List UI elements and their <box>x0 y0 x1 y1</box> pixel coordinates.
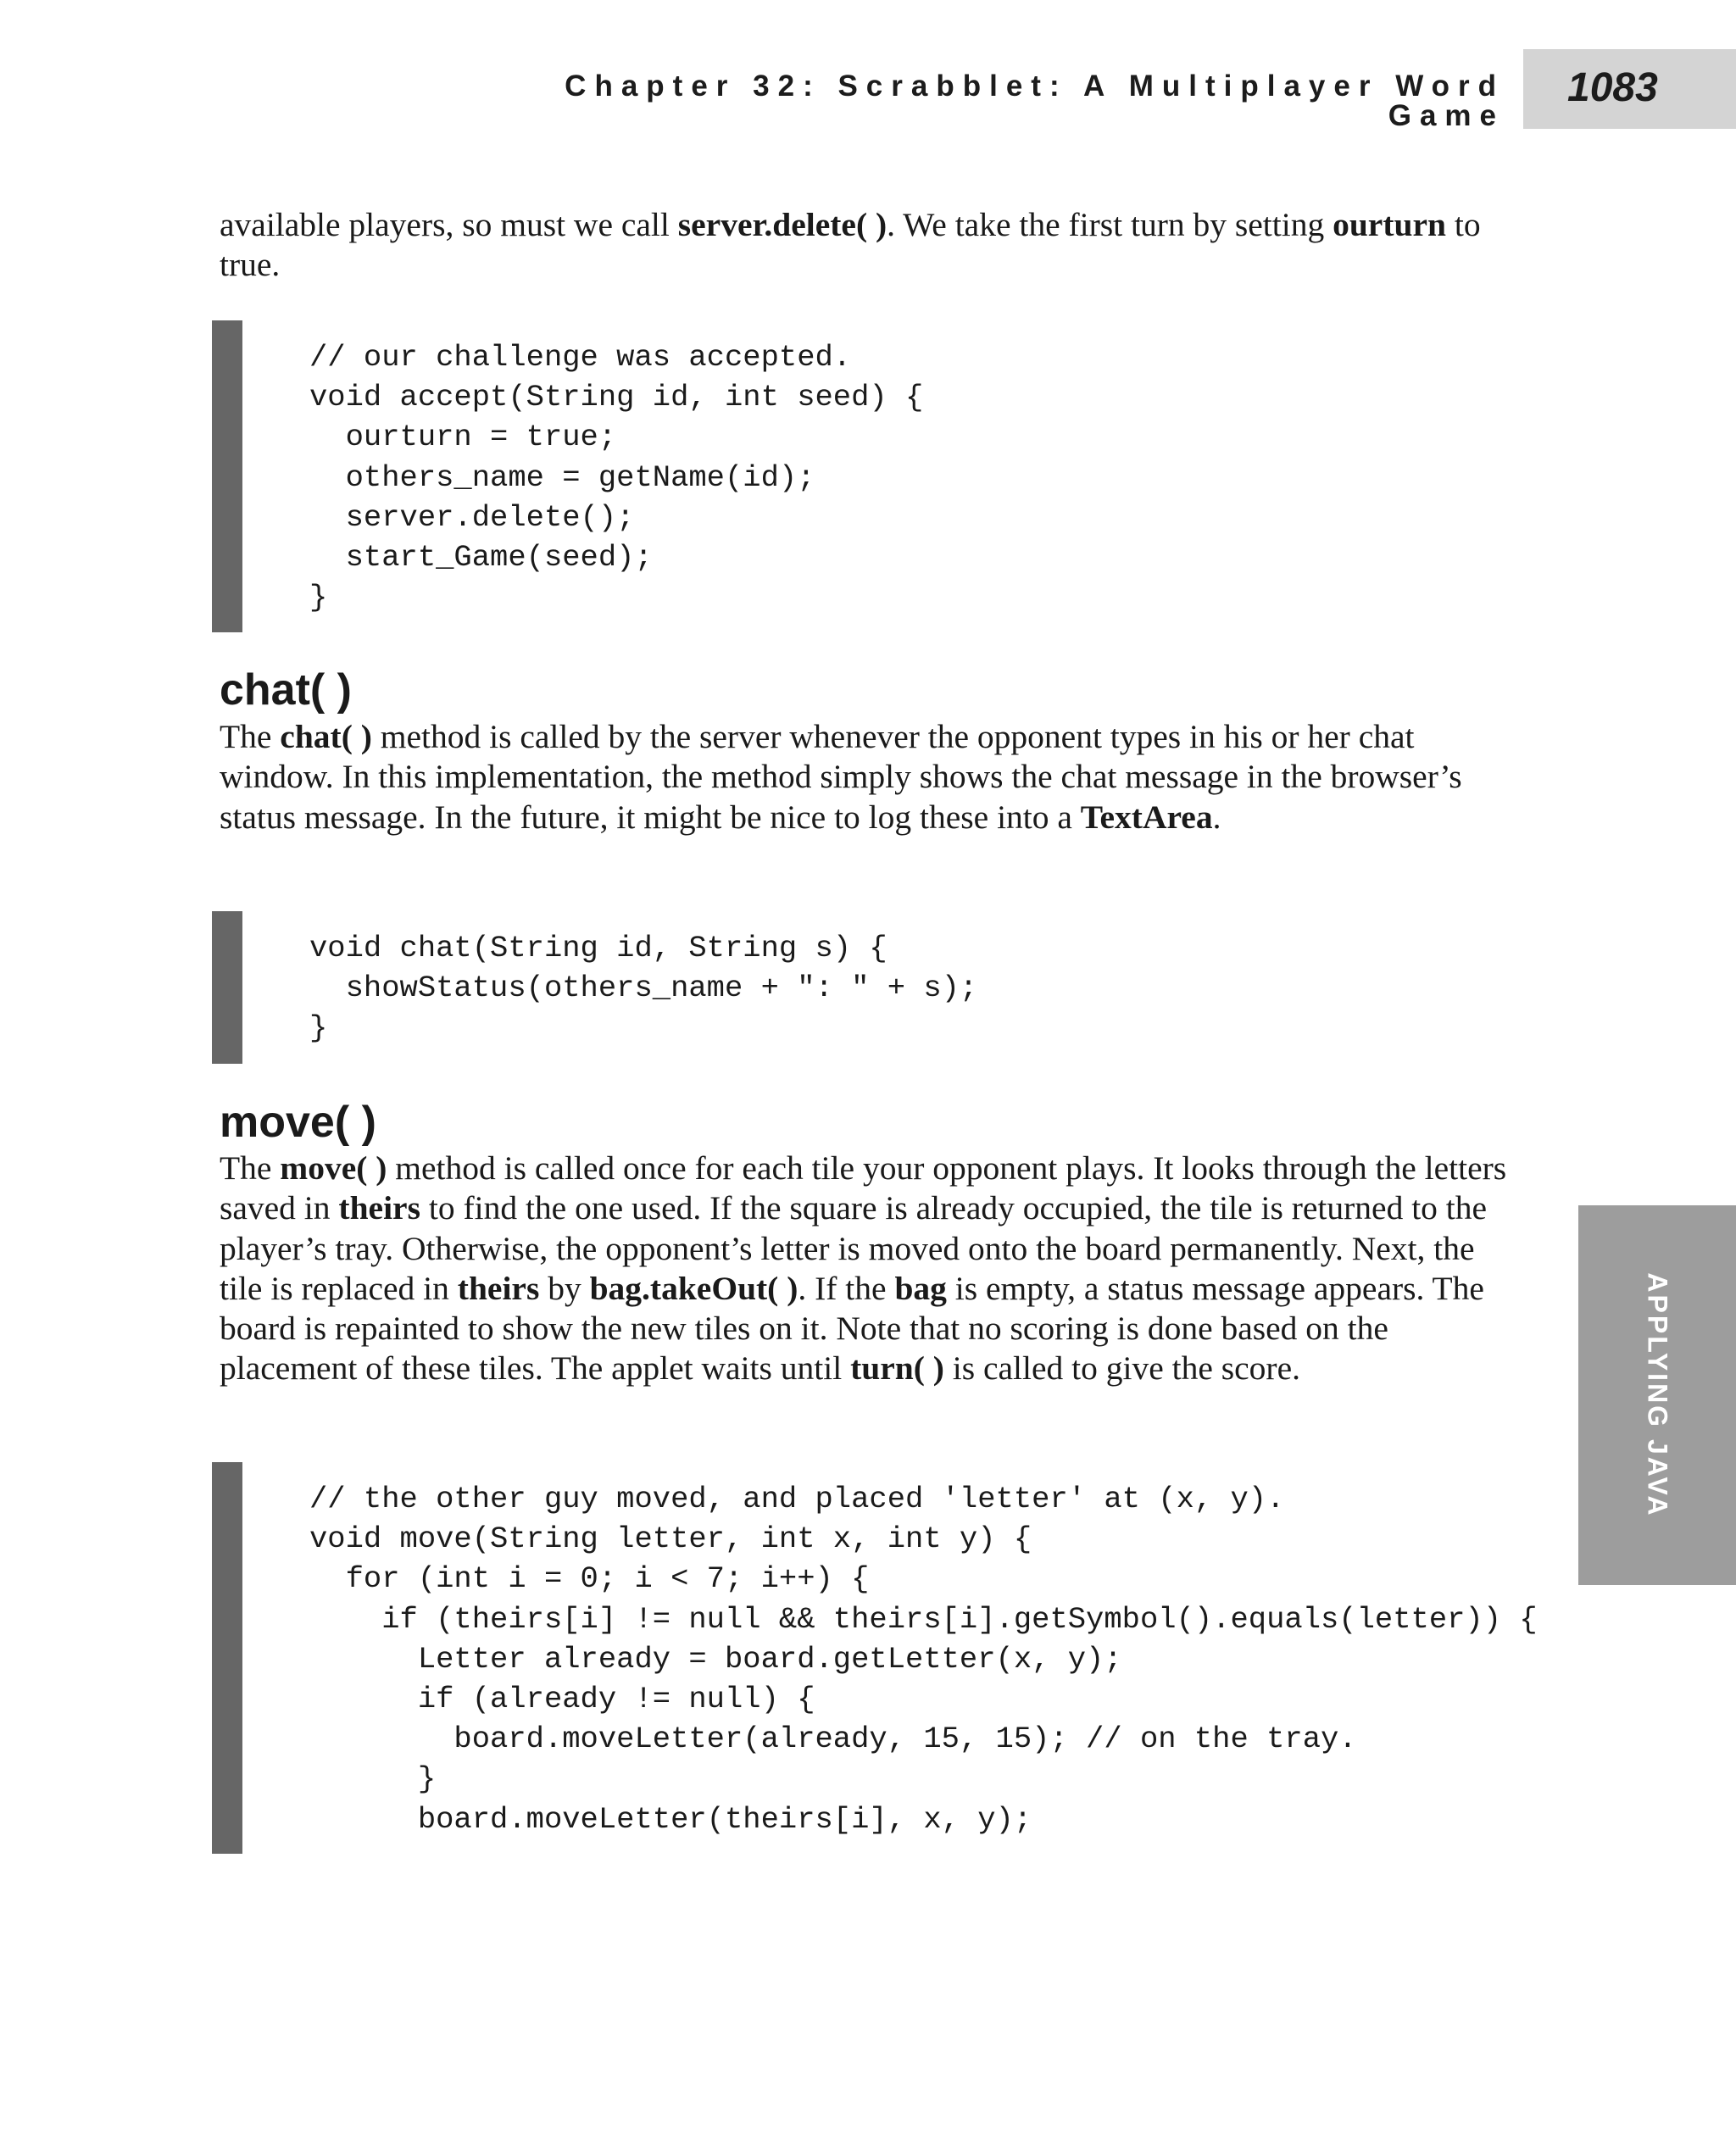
code-term: chat( ) <box>280 718 372 755</box>
code-block-bar <box>212 911 242 1064</box>
text-run: by <box>539 1269 590 1307</box>
text-run: method is called by the server whenever the opponent types in his or her chat window. In this implementation, the method simply shows the chat message in the browser’s status message. In the future, it might be nice to log these into a <box>220 718 1462 836</box>
code-line: } <box>309 1010 328 1046</box>
code-line: void accept(String id, int seed) { <box>309 380 924 415</box>
section-heading-chat: chat( ) <box>220 665 352 715</box>
page-number: 1083 <box>1567 65 1658 110</box>
running-header: Chapter 32: Scrabblet: A Multiplayer Word Game <box>565 70 1505 132</box>
code-line: for (int i = 0; i < 7; i++) { <box>309 1561 870 1597</box>
text-run: to find the one used. If the square is already occupied, the tile is returned to the player’s tray. Otherwise, the opponent’s letter is moved onto the board permanently. Next, the tile is replaced in <box>220 1189 1488 1307</box>
code-term: bag.takeOut( ) <box>589 1269 798 1307</box>
text-run: . We take the first turn by setting <box>887 206 1333 243</box>
text-run: . <box>1212 798 1221 836</box>
code-lines <box>309 1479 1538 1839</box>
text-run: method is called once for each tile your opponent plays. It looks through the letters saved in <box>220 1149 1507 1227</box>
code-term: TextArea <box>1080 798 1213 836</box>
code-line: ourturn = true; <box>309 420 617 455</box>
page-number-box <box>1523 49 1736 129</box>
code-term: bag <box>894 1269 947 1307</box>
code-lines <box>309 337 923 617</box>
text-run: is called to give the score. <box>943 1349 1300 1388</box>
code-line: Letter already = board.getLetter(x, y); <box>309 1641 1122 1677</box>
text-run: to true. <box>220 206 1481 284</box>
text-run: . If the <box>798 1269 895 1307</box>
section-heading-move: move( ) <box>220 1098 376 1147</box>
intro-paragraph <box>220 205 1508 286</box>
code-line: } <box>309 1761 437 1797</box>
code-line: if (theirs[i] != null && theirs[i].getSymbol().equals(letter)) { <box>309 1601 1538 1637</box>
code-block-bar <box>212 320 242 632</box>
code-lines <box>309 928 977 1049</box>
code-line: void chat(String id, String s) { <box>309 931 887 965</box>
move-paragraph <box>220 1149 1508 1389</box>
code-block-bar <box>212 1462 242 1854</box>
section-side-tab <box>1578 1205 1736 1585</box>
code-line: board.moveLetter(already, 15, 15); // on the tray. <box>309 1722 1357 1757</box>
code-term: server.delete( ) <box>677 206 887 243</box>
text-run: available players, so must we call <box>220 206 678 243</box>
text-run: The <box>220 718 281 755</box>
code-term: move( ) <box>280 1149 387 1187</box>
text-run: The <box>220 1149 281 1187</box>
code-term: theirs <box>457 1269 540 1307</box>
code-line: // the other guy moved, and placed 'letter' at (x, y). <box>309 1482 1285 1516</box>
code-line: } <box>309 580 328 615</box>
chat-paragraph <box>220 717 1508 837</box>
text-run: is empty, a status message appears. The board is repainted to show the new tiles on it. Note that no scoring is done based on the placement of these tiles. The applet waits until <box>220 1269 1484 1388</box>
code-line: start_Game(seed); <box>309 539 653 575</box>
code-term: theirs <box>338 1189 420 1227</box>
code-line: if (already != null) { <box>309 1681 815 1716</box>
code-term: turn( ) <box>850 1349 944 1388</box>
side-tab-label: APPLYING JAVA <box>1642 1272 1673 1518</box>
code-line: void move(String letter, int x, int y) { <box>309 1521 1032 1557</box>
code-line: server.delete(); <box>309 499 635 535</box>
code-line: board.moveLetter(theirs[i], x, y); <box>309 1801 1032 1837</box>
code-term: ourturn <box>1333 206 1446 243</box>
code-line: // our challenge was accepted. <box>309 340 852 375</box>
code-line: showStatus(others_name + ": " + s); <box>309 971 978 1006</box>
code-line: others_name = getName(id); <box>309 459 815 495</box>
